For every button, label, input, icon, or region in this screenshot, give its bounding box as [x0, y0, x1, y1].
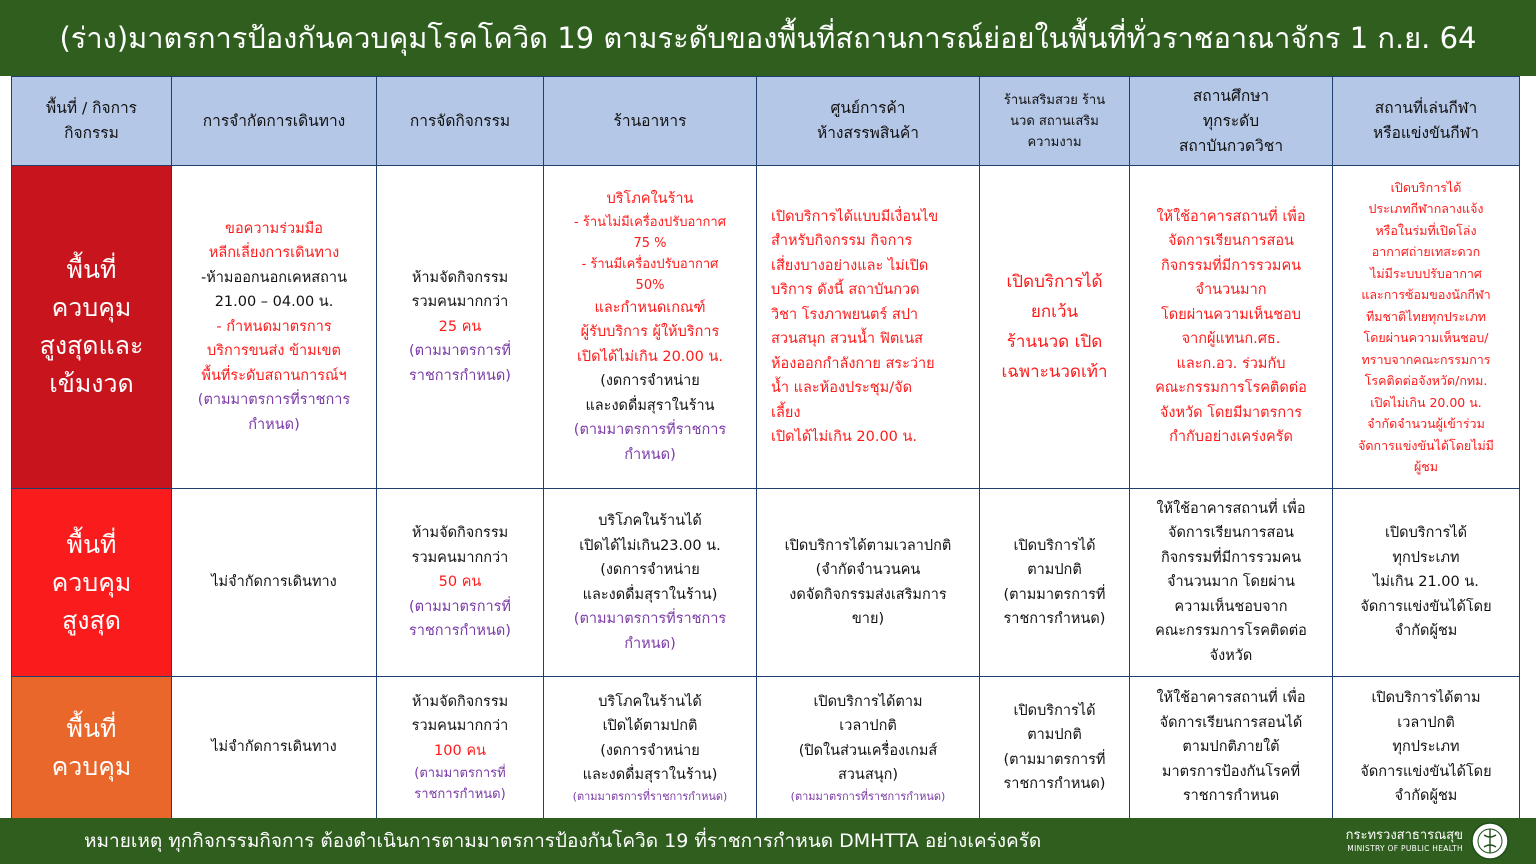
cell-education: ให้ใช้อาคารสถานที่ เพื่อ จัดการเรียนการสอนได้ ตามปกติภายใต้ มาตรการป้องกันโรคที่ ราชการกำหนด — [1130, 677, 1333, 819]
cell-activities: ห้ามจัดกิจกรรม รวมคนมากกว่า 50 คน (ตามมาตรการที่ ราชการกำหนด) — [377, 489, 544, 677]
header-travel: การจำกัดการเดินทาง — [172, 77, 377, 166]
cell-sports: เปิดบริการได้ ประเภทกีฬากลางแจ้ง หรือในร่มที่เปิดโล่ง อากาศถ่ายเทสะดวก ไม่มีระบบปรับอากาศ และการซ้อมของนักกีฬา ทีมชาติไทยทุกประเภท โดยผ่านความเห็นชอบ/ ทราบจากคณะกรรมการ โรคติดต่อจังหวัด/กทม. เปิดไม่เกิน 20.00 น. จำกัดจำนวนผู้เข้าร่วม จัดการแข่งขันได้โดยไม่มี ผู้ชม — [1333, 166, 1520, 489]
header-education: สถานศึกษา ทุกระดับ สถาบันกวดวิชา — [1130, 77, 1333, 166]
cell-restaurants: บริโภคในร้านได้ เปิดได้ตามปกติ (งดการจำหน่าย และงดดื่มสุราในร้าน) (ตามมาตรการที่ราชการกำหนด) — [544, 677, 757, 819]
row-max-strict — [12, 166, 1520, 489]
row-max — [12, 489, 1520, 677]
header-beauty: ร้านเสริมสวย ร้าน นวด สถานเสริม ความงาม — [980, 77, 1130, 166]
ministry-of-public-health-seal-icon — [1470, 821, 1510, 861]
cell-beauty: เปิดบริการได้ ตามปกติ (ตามมาตรการที่ ราชการกำหนด) — [980, 677, 1130, 819]
cell-travel: ไม่จำกัดการเดินทาง — [172, 677, 377, 819]
page-title: (ร่าง)มาตรการป้องกันควบคุมโรคโควิด 19 ตามระดับของพื้นที่สถานการณ์ย่อยในพื้นที่ทั่วราชอาณาจักร 1 ก.ย. 64 — [59, 21, 1477, 55]
cell-malls: เปิดบริการได้ตาม เวลาปกติ (ปิดในส่วนเครื่องเกมส์ สวนสนุก) (ตามมาตรการที่ราชการกำหนด) — [757, 677, 980, 819]
ministry-name: กระทรวงสาธารณสุข — [1345, 828, 1463, 843]
footer-note: หมายเหตุ ทุกกิจกรรมกิจการ ต้องดำเนินการตามมาตรการป้องกันโควิด 19 ที่ราชการกำหนด DMHTTA อย่างเคร่งครัด — [84, 830, 1042, 852]
header-malls: ศูนย์การค้า ห้างสรรพสินค้า — [757, 77, 980, 166]
cell-malls: เปิดบริการได้ตามเวลาปกติ (จำกัดจำนวนคน งดจัดกิจกรรมส่งเสริมการ ขาย) — [757, 489, 980, 677]
zone-max-strict: พื้นที่ ควบคุม สูงสุดและ เข้มงวด — [12, 166, 172, 489]
title-bar — [0, 0, 1536, 76]
ministry-name-en: MINISTRY OF PUBLIC HEALTH — [1347, 844, 1463, 853]
header-sports: สถานที่เล่นกีฬา หรือแข่งขันกีฬา — [1333, 77, 1520, 166]
cell-beauty: เปิดบริการได้ ตามปกติ (ตามมาตรการที่ ราชการกำหนด) — [980, 489, 1130, 677]
zone-max: พื้นที่ ควบคุม สูงสุด — [12, 489, 172, 677]
header-row — [12, 77, 1520, 166]
cell-activities: ห้ามจัดกิจกรรม รวมคนมากกว่า 25 คน (ตามมาตรการที่ ราชการกำหนด) — [377, 166, 544, 489]
footer-bar — [0, 818, 1536, 864]
cell-education: ให้ใช้อาคารสถานที่ เพื่อ จัดการเรียนการสอน กิจกรรมที่มีการรวมคน จำนวนมาก โดยผ่านความเห็นชอบ จากผู้แทนก.ศธ. และก.อว. ร่วมกับ คณะกรรมการโรคติดต่อ จังหวัด โดยมีมาตรการ กำกับอย่างเคร่งครัด — [1130, 166, 1333, 489]
header-area: พื้นที่ / กิจการ กิจกรรม — [12, 77, 172, 166]
cell-sports: เปิดบริการได้ตาม เวลาปกติ ทุกประเภท จัดการแข่งขันได้โดย จำกัดผู้ชม — [1333, 677, 1520, 819]
row-control — [12, 677, 1520, 819]
cell-sports: เปิดบริการได้ ทุกประเภท ไม่เกิน 21.00 น. จัดการแข่งขันได้โดย จำกัดผู้ชม — [1333, 489, 1520, 677]
cell-education: ให้ใช้อาคารสถานที่ เพื่อ จัดการเรียนการสอน กิจกรรมที่มีการรวมคน จำนวนมาก โดยผ่าน ความเห็นชอบจาก คณะกรรมการโรคติดต่อ จังหวัด — [1130, 489, 1333, 677]
measures-table — [11, 76, 1520, 819]
cell-restaurants: บริโภคในร้าน - ร้านไม่มีเครื่องปรับอากาศ 75 % - ร้านมีเครื่องปรับอากาศ 50% และกำหนดเกณฑ์ ผู้รับบริการ ผู้ให้บริการ เปิดได้ไม่เกิน 20.00 น. (งดการจำหน่าย และงดดื่มสุราในร้าน (ตามมาตรการที่ราชการ กำหนด) — [544, 166, 757, 489]
cell-restaurants: บริโภคในร้านได้ เปิดได้ไม่เกิน23.00 น. (งดการจำหน่าย และงดดื่มสุราในร้าน) (ตามมาตรการที่ราชการ กำหนด) — [544, 489, 757, 677]
header-restaurants: ร้านอาหาร — [544, 77, 757, 166]
header-activities: การจัดกิจกรรม — [377, 77, 544, 166]
cell-travel: ไม่จำกัดการเดินทาง — [172, 489, 377, 677]
cell-activities: ห้ามจัดกิจกรรม รวมคนมากกว่า 100 คน (ตามมาตรการที่ ราชการกำหนด) — [377, 677, 544, 819]
cell-travel: ขอความร่วมมือ หลีกเลี่ยงการเดินทาง -ห้ามออกนอกเคหสถาน 21.00 – 04.00 น. - กำหนดมาตรการ บริการขนส่ง ข้ามเขต พื้นที่ระดับสถานการณ์ฯ (ตามมาตรการที่ราชการ กำหนด) — [172, 166, 377, 489]
zone-control: พื้นที่ ควบคุม — [12, 677, 172, 819]
cell-malls: เปิดบริการได้แบบมีเงื่อนไข สำหรับกิจกรรม กิจการ เสี่ยงบางอย่างและ ไม่เปิด บริการ ดังนี้ สถาบันกวด วิชา โรงภาพยนตร์ สปา สวนสนุก สวนน้ำ ฟิตเนส ห้องออกกำลังกาย สระว่าย น้ำ และห้องประชุม/จัด เลี้ยง เปิดได้ไม่เกิน 20.00 น. — [757, 166, 980, 489]
cell-beauty: เปิดบริการได้ ยกเว้น ร้านนวด เปิด เฉพาะนวดเท้า — [980, 166, 1130, 489]
